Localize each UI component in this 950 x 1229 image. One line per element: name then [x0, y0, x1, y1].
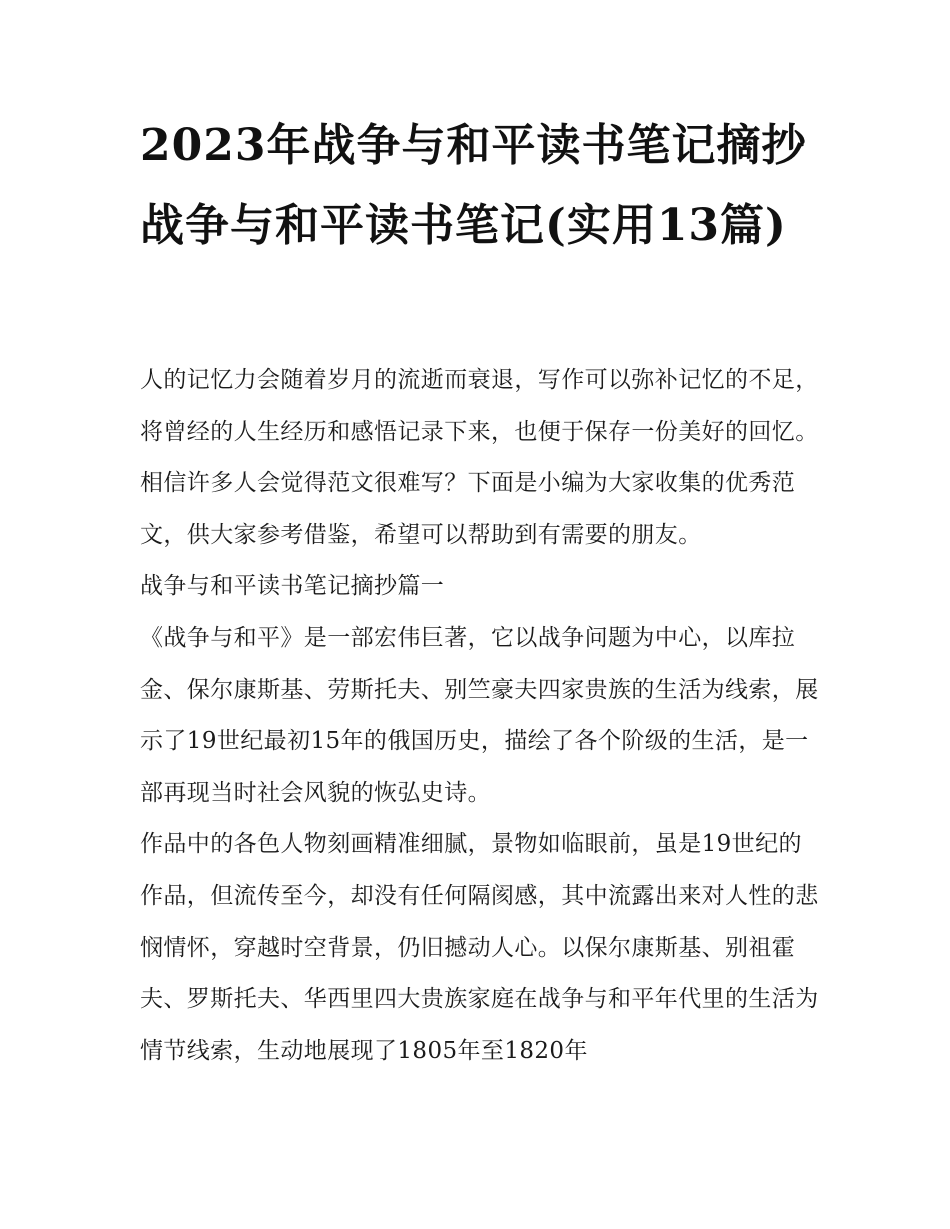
body-paragraph: 作品中的各色人物刻画精准细腻，景物如临眼前，虽是19世纪的作品，但流传至今，却没有任何隔阂感，其中流露出来对人性的悲悯情怀，穿越时空背景，仍旧撼动人心。以保尔康斯基、别祖霍夫、罗斯托夫、华西里四大贵族家庭在战争与和平年代里的生活为情节线索，生动地展现了1805年至1820年 [140, 831, 819, 1064]
document-title: 2023年战争与和平读书笔记摘抄 战争与和平读书笔记(实用13篇) [140, 120, 807, 251]
document-body [140, 355, 820, 1077]
section-heading: 战争与和平读书笔记摘抄篇一 [140, 573, 445, 600]
body-paragraph: 《战争与和平》是一部宏伟巨著，它以战争问题为中心，以库拉金、保尔康斯基、劳斯托夫、别竺豪夫四家贵族的生活为线索，展示了19世纪最初15年的俄国历史，描绘了各个阶级的生活，是一部再现当时社会风貌的恢弘史诗。 [140, 624, 819, 806]
intro-paragraph: 人的记忆力会随着岁月的流逝而衰退，写作可以弥补记忆的不足，将曾经的人生经历和感悟记录下来，也便于保存一份美好的回忆。相信许多人会觉得范文很难写？下面是小编为大家收集的优秀范文，供大家参考借鉴，希望可以帮助到有需要的朋友。 [140, 367, 819, 548]
